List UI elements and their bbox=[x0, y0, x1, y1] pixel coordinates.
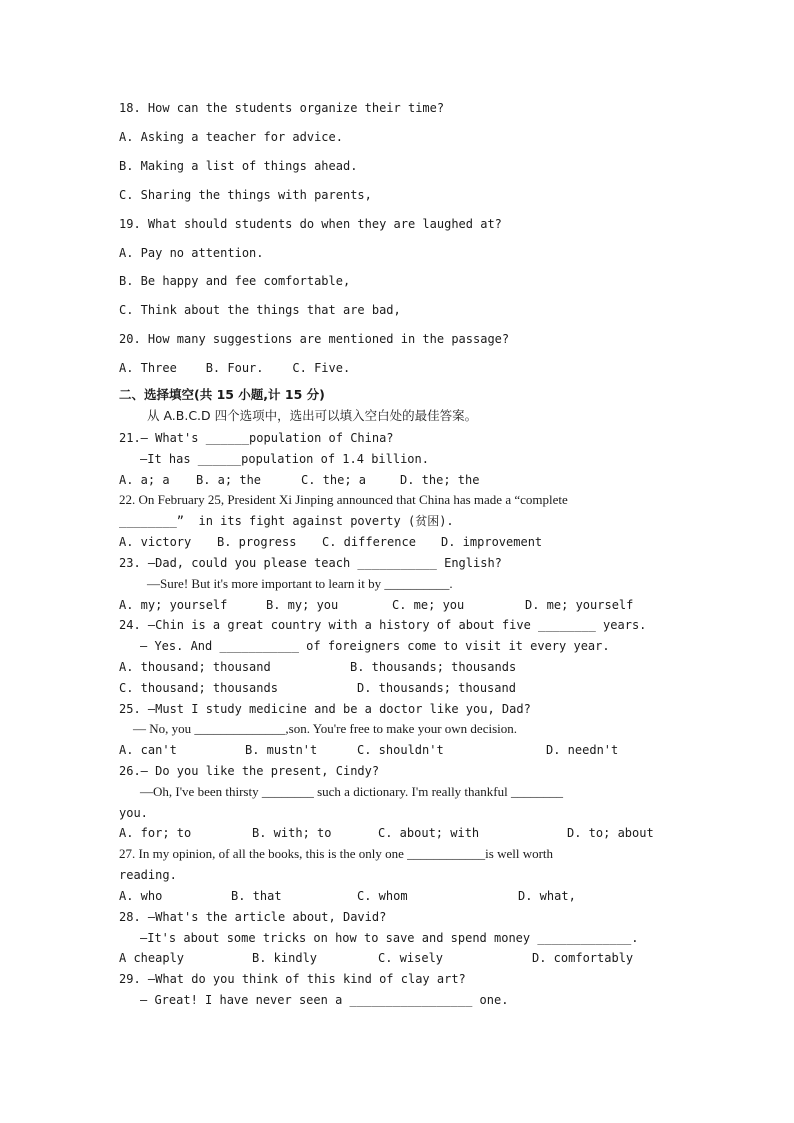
option-22b: B. progress bbox=[217, 535, 297, 549]
question-18: 18. How can the students organize their time? bbox=[119, 101, 445, 115]
option-25c: C. shouldn't bbox=[357, 743, 444, 757]
question-25-reply: — No, you ______________,son. You're free to make your own decision. bbox=[133, 721, 517, 736]
option-28c: C. wisely bbox=[378, 951, 444, 965]
option-27d: D. what, bbox=[518, 889, 576, 903]
question-20: 20. How many suggestions are mentioned in the passage? bbox=[119, 332, 510, 346]
question-22: 22. On February 25, President Xi Jinping announced that China has made a “complete bbox=[119, 492, 568, 507]
options-20: A. Three B. Four. C. Five. bbox=[119, 361, 351, 375]
option-23c: C. me; you bbox=[392, 598, 465, 612]
option-26b: B. with; to bbox=[252, 826, 332, 840]
question-24: 24. —Chin is a great country with a history of about five ________ years. bbox=[119, 618, 647, 632]
section-instruction: 从 A.B.C.D 四个选项中，选出可以填入空白处的最佳答案。 bbox=[147, 408, 478, 423]
option-26d: D. to; about bbox=[567, 826, 654, 840]
question-26: 26.— Do you like the present, Cindy? bbox=[119, 764, 380, 778]
option-25a: A. can't bbox=[119, 743, 177, 757]
question-27: 27. In my opinion, of all the books, this is the only one ____________is well worth bbox=[119, 846, 554, 861]
question-29: 29. —What do you think of this kind of clay art? bbox=[119, 972, 466, 986]
option-19c: C. Think about the things that are bad, bbox=[119, 303, 401, 317]
option-18a: A. Asking a teacher for advice. bbox=[119, 130, 343, 144]
option-23b: B. my; you bbox=[266, 598, 339, 612]
question-26-cont: you. bbox=[119, 806, 148, 820]
option-23d: D. me; yourself bbox=[525, 598, 634, 612]
question-24-reply: — Yes. And ___________ of foreigners come to visit it every year. bbox=[140, 639, 610, 653]
option-24b: B. thousands; thousands bbox=[350, 660, 517, 674]
option-19b: B. Be happy and fee comfortable, bbox=[119, 274, 351, 288]
option-18b: B. Making a list of things ahead. bbox=[119, 159, 358, 173]
option-28b: B. kindly bbox=[252, 951, 318, 965]
option-22c: C. difference bbox=[322, 535, 416, 549]
option-22a: A. victory bbox=[119, 535, 192, 549]
question-23: 23. —Dad, could you please teach ___________ English? bbox=[119, 556, 502, 570]
question-21-reply: —It has ______population of 1.4 billion. bbox=[140, 452, 429, 466]
option-27c: C. whom bbox=[357, 889, 408, 903]
option-24a: A. thousand; thousand bbox=[119, 660, 271, 674]
question-28: 28. —What's the article about, David? bbox=[119, 910, 387, 924]
option-25b: B. mustn't bbox=[245, 743, 318, 757]
option-26a: A. for; to bbox=[119, 826, 192, 840]
option-21a: A. a; a bbox=[119, 473, 170, 487]
option-26c: C. about; with bbox=[378, 826, 480, 840]
section-heading: 二、选择填空(共 15 小题,计 15 分) bbox=[119, 387, 325, 402]
question-28-reply: —It's about some tricks on how to save and spend money _____________. bbox=[140, 931, 639, 945]
question-22-cont: ________” in its fight against poverty (贫困). bbox=[119, 514, 454, 528]
question-26-reply: —Oh, I've been thirsty ________ such a dictionary. I'm really thankful ________ bbox=[140, 784, 564, 799]
option-21c: C. the; a bbox=[301, 473, 367, 487]
option-23a: A. my; yourself bbox=[119, 598, 228, 612]
question-19: 19. What should students do when they are laughed at? bbox=[119, 217, 502, 231]
question-25: 25. –Must I study medicine and be a doctor like you, Dad? bbox=[119, 702, 531, 716]
option-24c: C. thousand; thousands bbox=[119, 681, 278, 695]
option-19a: A. Pay no attention. bbox=[119, 246, 264, 260]
option-21b: B. a; the bbox=[196, 473, 262, 487]
option-27a: A. who bbox=[119, 889, 163, 903]
option-28a: A cheaply bbox=[119, 951, 185, 965]
question-27-cont: reading. bbox=[119, 868, 177, 882]
option-27b: B. that bbox=[231, 889, 282, 903]
question-23-reply: —Sure! But it's more important to learn it by __________. bbox=[147, 576, 453, 591]
option-18c: C. Sharing the things with parents, bbox=[119, 188, 372, 202]
option-25d: D. needn't bbox=[546, 743, 619, 757]
option-21d: D. the; the bbox=[400, 473, 480, 487]
option-24d: D. thousands; thousand bbox=[357, 681, 516, 695]
option-22d: D. improvement bbox=[441, 535, 543, 549]
option-28d: D. comfortably bbox=[532, 951, 634, 965]
question-29-reply: — Great! I have never seen a _________________ one. bbox=[140, 993, 509, 1007]
question-21: 21.— What's ______population of China? bbox=[119, 431, 394, 445]
